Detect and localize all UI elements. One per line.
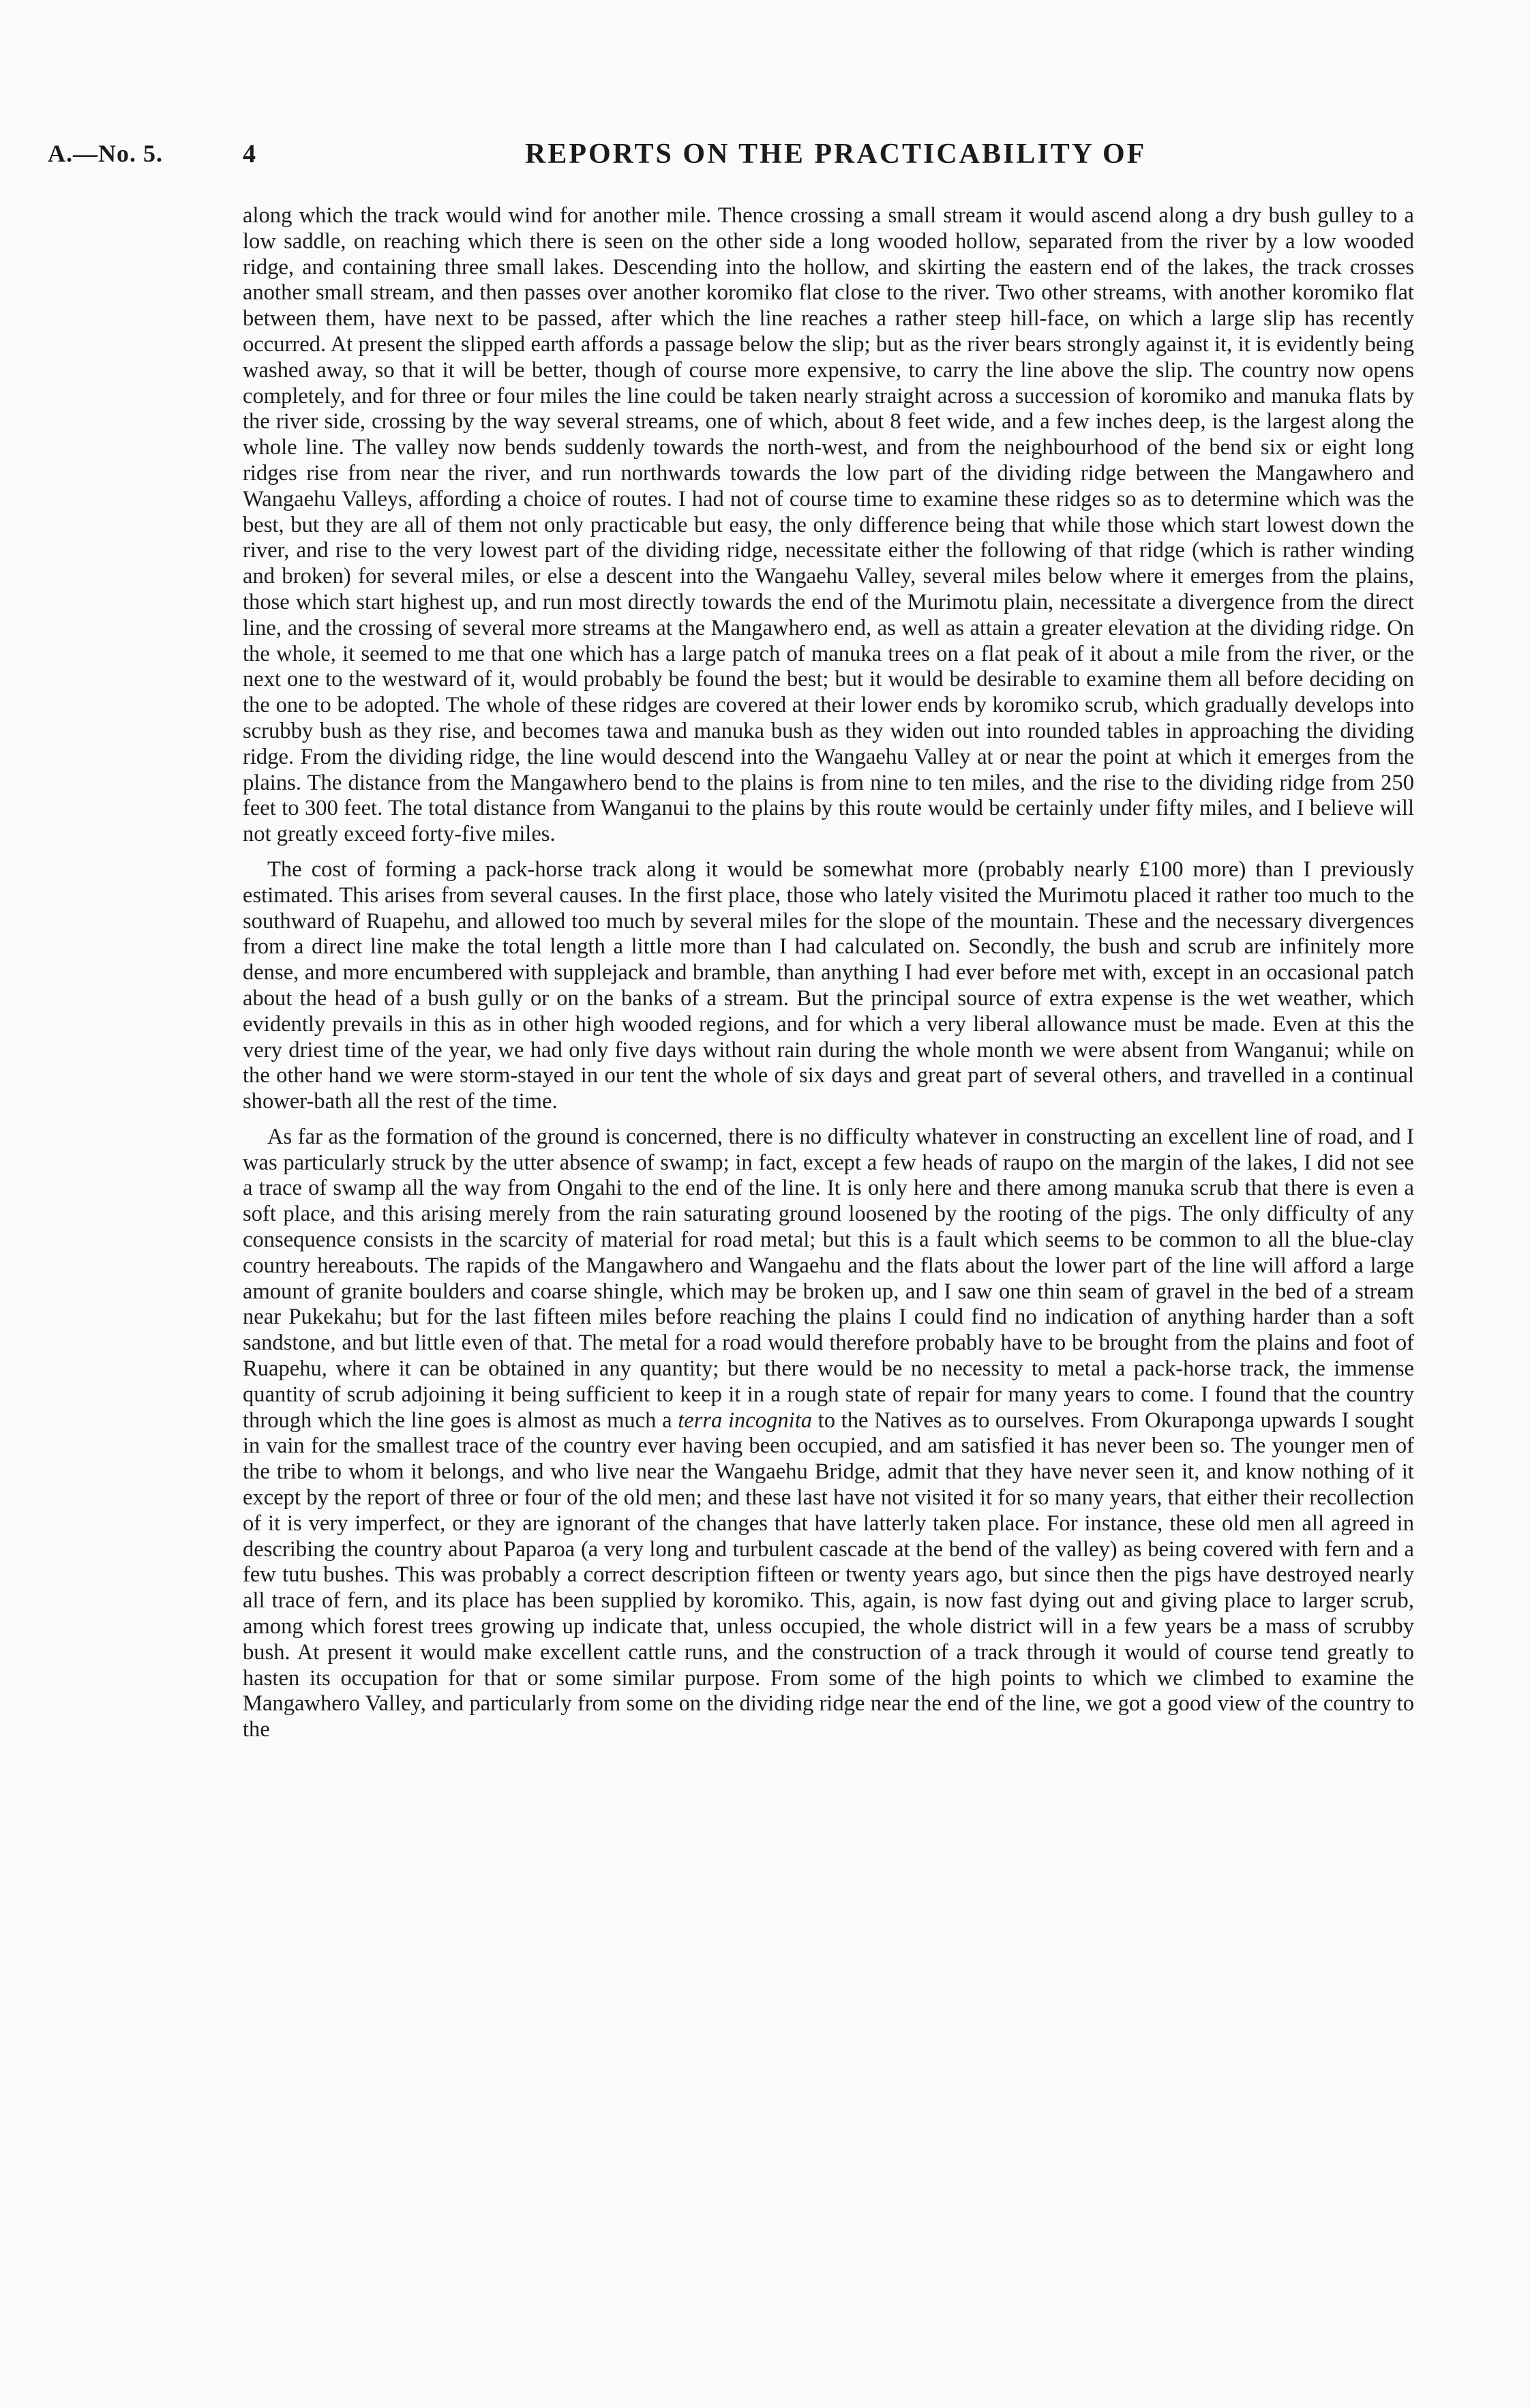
- document-reference: A.—No. 5.: [48, 140, 163, 167]
- paragraph-1: along which the track would wind for another mile. Thence crossing a small stream it would ascend along a dry bush gulley to a low saddle, on reaching which there is seen on the other side a long wooded hollow, separated from the river by a low wooded ridge, and containing three small lakes. Descending into the hollow, and skirting the eastern end of the lakes, the track crosses another small stream, and then passes over another koromiko flat close to the river. Two other streams, with another koromiko flat between them, have next to be passed, after which the line reaches a rather steep hill-face, on which a large slip has recently occurred. At present the slipped earth affords a passage below the slip; but as the river bears strongly against it, it is evidently being washed away, so that it will be better, though of course more expensive, to carry the line above the slip. The country now opens completely, and for three or four miles the line could be taken nearly straight across a succession of koromiko and manuka flats by the river side, crossing by the way several streams, one of which, about 8 feet wide, and a few inches deep, is the largest along the whole line. The valley now bends suddenly towards the north-west, and from the neighbourhood of the bend six or eight long ridges rise from near the river, and run northwards towards the low part of the dividing ridge between the Mangawhero and Wangaehu Valleys, affording a choice of routes. I had not of course time to examine these ridges so as to determine which was the best, but they are all of them not only practicable but easy, the only difference being that while those which start lowest down the river, and rise to the very lowest part of the dividing ridge, necessitate either the following of that ridge (which is rather winding and broken) for several miles, or else a descent into the Wangaehu Valley, several miles below where it emerges from the plains, those which start highest up, and run most directly towards the end of the Murimotu plain, necessitate a divergence from the direct line, and the crossing of several more streams at the Mangawhero end, as well as attain a greater elevation at the dividing ridge. On the whole, it seemed to me that one which has a large patch of manuka trees on a flat peak of it about a mile from the river, or the next one to the westward of it, would probably be found the best; but it would be desirable to examine them all before deciding on the one to be adopted. The whole of these ridges are covered at their lower ends by koromiko scrub, which gradually develops into scrubby bush as they rise, and becomes tawa and manuka bush as they widen out into rounded tables in approaching the dividing ridge. From the dividing ridge, the line would descend into the Wangaehu Valley at or near the point at which it emerges from the plains. The distance from the Mangawhero bend to the plains is from nine to ten miles, and the rise to the dividing ridge from 250 feet to 300 feet. The total distance from Wanganui to the plains by this route would be certainly under fifty miles, and I believe will not greatly exceed forty-five miles.: [243, 203, 1414, 847]
- paragraph-3: [243, 1125, 1414, 1743]
- running-title: REPORTS ON THE PRACTICABILITY OF: [525, 138, 1147, 170]
- paragraph-3-part-2: to the Natives as to ourselves. From Okuraponga upwards I sought in vain for the smallest trace of the country ever having been occupied, and am satisfied it has never been so. The younger men of the tribe to whom it belongs, and who live near the Wangaehu Bridge, admit that they have never seen it, and know nothing of it except by the report of three or four of the old men; and these last have not visited it for so many years, that either their recollection of it is very imperfect, or they are ignorant of the changes that have latterly taken place. For instance, these old men all agreed in describing the country about Paparoa (a very long and turbulent cascade at the bend of the valley) as being covered with fern and a few tutu bushes. This was probably a correct description fifteen or twenty years ago, but since then the pigs have destroyed nearly all trace of fern, and its place has been supplied by koromiko. This, again, is now fast dying out and giving place to larger scrub, among which forest trees growing up indicate that, unless occupied, the whole district will in a few years be a mass of scrubby bush. At present it would make excellent cattle runs, and the construction of a track through it would of course tend greatly to hasten its occupation for that or some similar purpose. From some of the high points to which we climbed to examine the Mangawhero Valley, and particularly from some on the dividing ridge near the end of the line, we got a good view of the country to the: [243, 1408, 1414, 1742]
- italic-phrase: terra incognita: [678, 1408, 813, 1433]
- page-number: 4: [243, 140, 256, 168]
- page-header: [48, 131, 1480, 172]
- paragraph-2: The cost of forming a pack-horse track along it would be somewhat more (probably nearly £100 more) than I previously estimated. This arises from several causes. In the first place, those who lately visited the Murimotu placed it rather too much to the southward of Ruapehu, and allowed too much by several miles for the slope of the mountain. These and the necessary divergences from a direct line make the total length a little more than I had calculated on. Secondly, the bush and scrub are infinitely more dense, and more encumbered with supplejack and bramble, than anything I had ever before met with, except in an occasional patch about the head of a bush gully or on the banks of a stream. But the principal source of extra expense is the wet weather, which evidently prevails in this as in other high wooded regions, and for which a very liberal allowance must be made. Even at this the very driest time of the year, we had only five days without rain during the whole month we were absent from Wanganui; while on the other hand we were storm-stayed in our tent the whole of six days and great part of several others, and travelled in a continual shower-bath all the rest of the time.: [243, 857, 1414, 1114]
- paragraph-3-part-1: As far as the formation of the ground is concerned, there is no difficulty whatever in constructing an excellent line of road, and I was particularly struck by the utter absence of swamp; in fact, except a few heads of raupo on the margin of the lakes, I did not see a trace of swamp all the way from Ongahi to the end of the line. It is only here and there among manuka scrub that there is even a soft place, and this arising merely from the rain saturating ground loosened by the rooting of the pigs. The only difficulty of any consequence consists in the scarcity of material for road metal; but this is a fault which seems to be common to all the blue-clay country hereabouts. The rapids of the Mangawhero and Wangaehu and the flats about the lower part of the line will afford a large amount of granite boulders and coarse shingle, which may be broken up, and I saw one thin seam of gravel in the bed of a stream near Pukekahu; but for the last fifteen miles before reaching the plains I could find no indication of anything harder than a soft sandstone, and but little even of that. The metal for a road would therefore probably have to be brought from the plains and foot of Ruapehu, where it can be obtained in any quantity; but there would be no necessity to metal a pack-horse track, the immense quantity of scrub adjoining it being sufficient to keep it in a rough state of repair for many years to come. I found that the country through which the line goes is almost as much a: [243, 1124, 1414, 1433]
- body-text: [243, 203, 1414, 2290]
